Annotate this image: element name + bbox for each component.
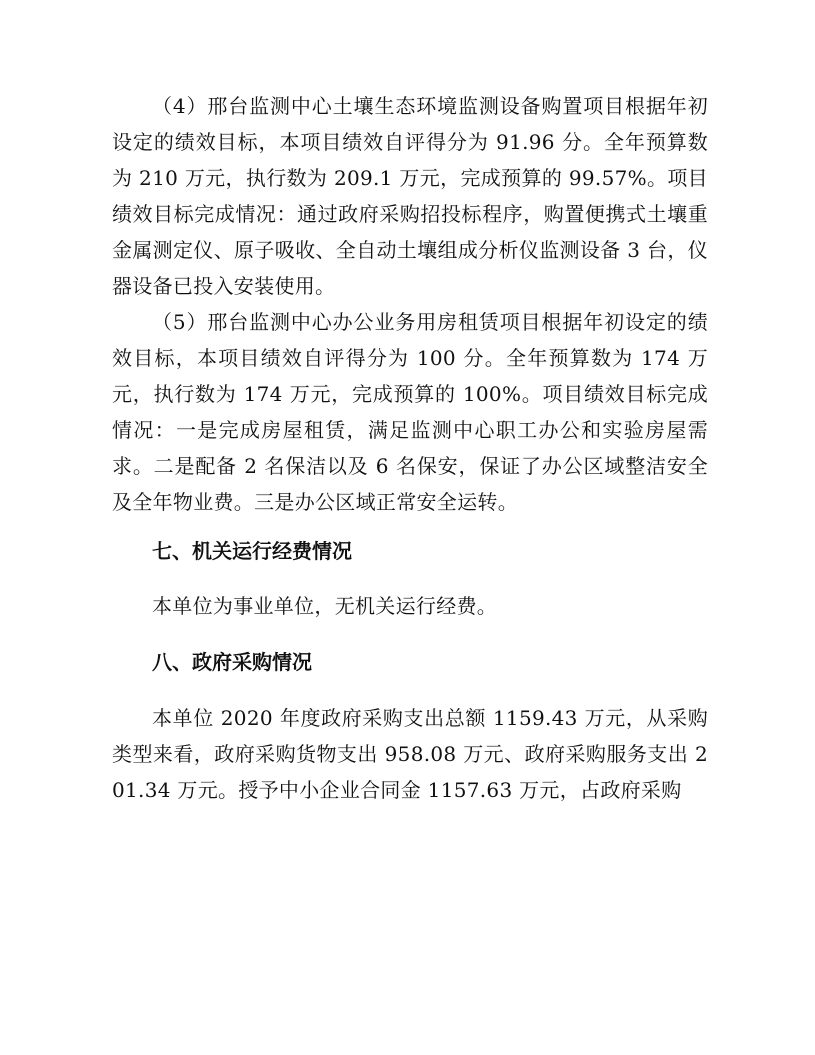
paragraph-item-5: （5）邢台监测中心办公业务用房租赁项目根据年初设定的绩效目标，本项目绩效自评得分为 100 分。全年预算数为 174 万元，执行数为 174 万元，完成预算的 100%。项目绩效目标完成情况：一是完成房屋租赁，满足监测中心职工办公和实验房屋需求。二是配备 2 名保洁以及 6 名保安，保证了办公区域整洁安全及全年物业费。三是办公区域正常安全运转。 bbox=[112, 310, 708, 514]
section-8-heading: 八、政府采购情况 bbox=[152, 650, 312, 674]
paragraph-item-4: （4）邢台监测中心土壤生态环境监测设备购置项目根据年初设定的绩效目标，本项目绩效自评得分为 91.96 分。全年预算数为 210 万元，执行数为 209.1 万元，完成预算的 99.57%。项目绩效目标完成情况：通过政府采购招投标程序，购置便携式土壤重金属测定仪、原子吸收、全自动土壤组成分析仪监测设备 3 台，仪器设备已投入安装使用。 bbox=[112, 94, 708, 298]
section-7-heading: 七、机关运行经费情况 bbox=[152, 539, 352, 563]
section-8-paragraph: 本单位 2020 年度政府采购支出总额 1159.43 万元，从采购类型来看，政府采购货物支出 958.08 万元、政府采购服务支出 201.34 万元。授予中小企业合同金 1157.63 万元，占政府采购 bbox=[112, 706, 708, 802]
section-7-paragraph: 本单位为事业单位，无机关运行经费。 bbox=[152, 594, 498, 618]
document-page bbox=[112, 88, 708, 808]
